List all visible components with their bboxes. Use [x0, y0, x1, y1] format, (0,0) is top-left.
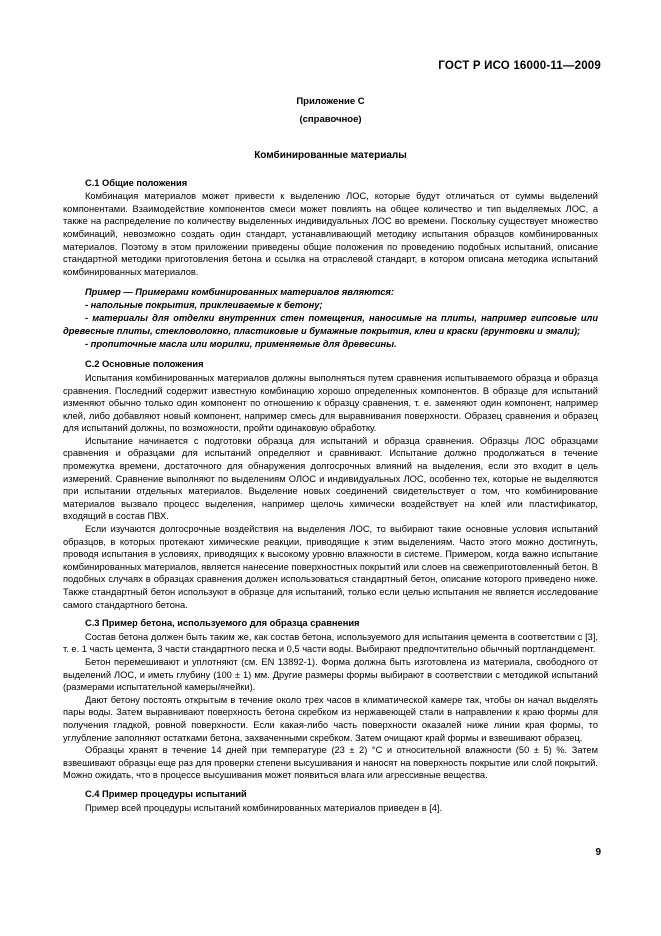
example-intro: Пример — Примерами комбинированных материалов являются:	[85, 287, 394, 298]
section-heading-c4: С.4 Пример процедуры испытаний	[85, 788, 247, 799]
paragraph: Комбинация материалов может привести к выделению ЛОС, которые будут отличаться от суммы выделений компонентами. Взаимодействие компонентов смеси может повлиять на общее количество и тип выделяемых ЛОС, а также на распределение по количеству выделенных индивидуальных ЛОС во времени. Поскольку существует множество комбинаций, невозможно создать один стандарт, устанавливающий методику испытания образцов комбинированных материалов. Поэтому в этом приложении приведены общие положения по проведению подобных испытаний, описание стандартной методики приготовления бетона и ссылка на отраслевой стандарт, в котором описана методика испытаний комбинированных материалов.	[63, 191, 598, 277]
paragraph: Испытание начинается с подготовки образца для испытаний и образца сравнения. Образцы ЛОС образцами сравнения и образцами для испытаний определяют и сравнивают. Испытание должно продолжаться в течение промежутка времени, достаточного для обнаружения долгосрочных влияний на выделения, если это входит в цель измерений. Сравнение выполняют по выделениям ОЛОС и индивидуальных ЛОС, особенно тех, которые не выделяются при испытании отдельных материалов. Выделение новых соединений свидетельствует о том, что комбинирование материалов вызвало процесс выделения, например щелочь химически воздействует на клей или пластификатор, входящий в состав ПВХ.	[63, 435, 598, 522]
annex-type: (справочное)	[299, 114, 362, 125]
page-title: Комбинированные материалы	[254, 150, 407, 161]
annex-label: Приложение С	[296, 96, 365, 107]
page-number: 9	[595, 847, 601, 858]
paragraph: Бетон перемешивают и уплотняют (см. EN 13892-1). Форма должна быть изготовлена из материала, свободного от выделений ЛОС, и иметь глубину (100 ± 1) мм. Другие размеры формы выбирают в соответствии с методикой испытаний (размерами испытательной камеры/ячейки).	[63, 656, 598, 693]
paragraph: Дают бетону постоять открытым в течение около трех часов в климатической камере так, чтобы он начал выделять пары воды. Затем выравнивают поверхность бетона скребком из нержавеющей стали в направлении к краю формы для получения гладкой, ровной поверхности. Если какая-либо часть поверхности оказалей ниже линии края формы, то углубление заполняют остатками бетона, захваченными скребком. Затем очищают край формы и взвешивают образец.	[63, 694, 598, 743]
section-heading-c1: С.1 Общие положения	[85, 177, 188, 188]
paragraph: Образцы хранят в течение 14 дней при температуре (23 ± 2) °С и относительной влажности (50 ± 5) %. Затем взвешивают образцы еще раз для проверки степени высушивания и наносят на поверхность покрытие или слой покрытий. Можно ожидать, что в процессе высушивания может появиться влага или агрессивные вещества.	[63, 745, 598, 781]
paragraph: Испытания комбинированных материалов должны выполняться путем сравнения испытываемого образца и образца сравнения. Последний содержит известную комбинацию хорошо определенных компонентов. В образце для испытаний изменяют обычно только один компонент по отношению к образцу сравнения, т. е. заменяют один компонент, например клей, либо добавляют новый компонент, например смесь для выравнивания поверхности. Образец сравнения и образец для испытаний должны, по возможности, пройти одинаковую обработку.	[63, 372, 598, 434]
document-body	[63, 150, 598, 814]
section-heading-c3: С.3 Пример бетона, используемого для образца сравнения	[85, 618, 360, 629]
example-item: - материалы для отделки внутренних стен помещения, наносимые на плиты, например гипсовые или древесные плиты, стекловолокно, пластиковые и бумажные покрытия, клеи и краски (грунтовки и эмали);	[63, 312, 598, 336]
example-item: - пропиточные масла или морилки, применяемые для древесины.	[85, 338, 397, 349]
paragraph: Состав бетона должен быть таким же, как состав бетона, используемого для испытания цемента в соответствии с [3], т. е. 1 часть цемента, 3 части стандартного песка и 0,5 части воды. Выбирают предпочтительно обычный портландцемент.	[63, 631, 598, 655]
section-heading-c2: С.2 Основные положения	[85, 359, 204, 370]
example-item: - напольные покрытия, приклеиваемые к бетону;	[85, 300, 323, 311]
paragraph: Пример всей процедуры испытаний комбинированных материалов приведен в [4].	[85, 802, 443, 813]
example-block-c1	[63, 286, 598, 350]
annex-heading	[0, 93, 661, 129]
paragraph: Если изучаются долгосрочные воздействия на выделения ЛОС, то выбирают такие основные условия испытаний образцов, в которых протекают химические реакции, приводящие к этим выделениям. Часто этого можно достигнуть, проводя испытания в условиях, приводящих к высокому уровню влажности в системе. Примером, когда важно испытание комбинированных материалов, является нанесение поверхностных покрытий или слоев на свежеприготовленный бетон. В подобных случаях в образцах сравнения должен использоваться стандартный бетон, описание которого приведено ниже. Также стандартный бетон используют в образце для испытаний, только если целью испытания не является исследование самого стандартного бетона.	[63, 524, 598, 610]
page-header-standard-number: ГОСТ Р ИСО 16000-11—2009	[438, 60, 601, 72]
